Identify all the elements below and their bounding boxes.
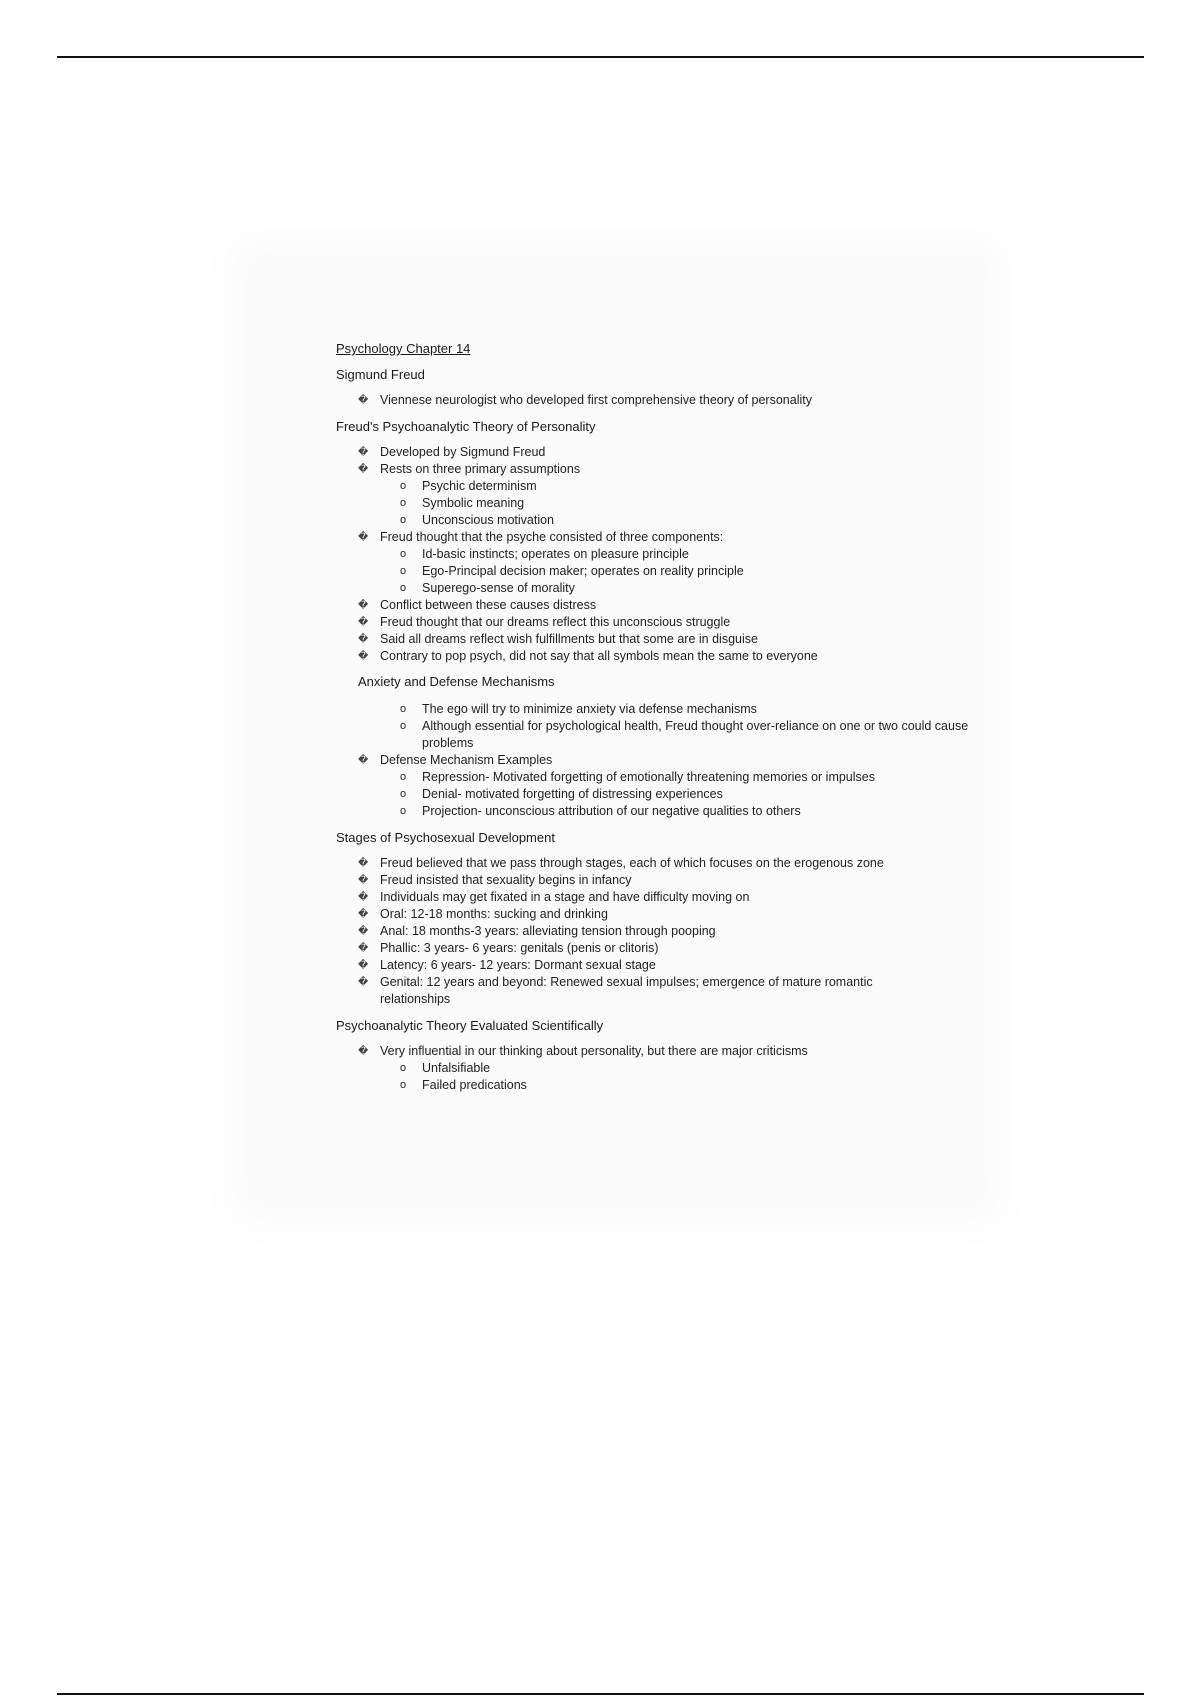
bullet-icon: � (358, 892, 369, 903)
bullet-icon: � (358, 395, 369, 406)
list-item: � Very influential in our thinking about personality, but there are major criticisms (358, 1044, 808, 1058)
list-item: � Freud thought that the psyche consisted of three components: (358, 530, 724, 544)
bullet-icon: � (358, 755, 369, 766)
list-item: � Freud thought that our dreams reflect this unconscious struggle (358, 615, 731, 629)
circle-bullet-icon: o (400, 805, 407, 817)
list-item: � Contrary to pop psych, did not say that all symbols mean the same to everyone (358, 649, 818, 663)
list-item: � Said all dreams reflect wish fulfillments but that some are in disguise (358, 632, 758, 646)
bullet-icon: � (358, 926, 369, 937)
bottom-divider (57, 1693, 1144, 1695)
bullet-icon: � (358, 943, 369, 954)
bullet-icon: � (358, 960, 369, 971)
bullet-icon: � (358, 1046, 369, 1057)
list-item: � Phallic: 3 years- 6 years: genitals (penis or clitoris) (358, 941, 659, 955)
circle-bullet-icon: o (400, 771, 407, 783)
circle-bullet-icon: o (400, 582, 407, 594)
sub-list-item: o The ego will try to minimize anxiety via defense mechanisms (400, 702, 757, 716)
section-heading-anxiety: Anxiety and Defense Mechanisms (358, 674, 555, 689)
circle-bullet-icon: o (400, 703, 407, 715)
list-item: � Defense Mechanism Examples (358, 753, 553, 767)
list-item: � Genital: 12 years and beyond: Renewed sexual impulses; emergence of mature romantic relationships (358, 975, 873, 1006)
list-item: � Freud insisted that sexuality begins in infancy (358, 873, 632, 887)
bullet-icon: � (358, 634, 369, 645)
document-content (336, 340, 976, 1094)
sub-list-item: o Psychic determinism (400, 479, 537, 493)
list-item: � Anal: 18 months-3 years: alleviating tension through pooping (358, 924, 716, 938)
circle-bullet-icon: o (400, 788, 407, 800)
list-item: � Individuals may get fixated in a stage and have difficulty moving on (358, 890, 750, 904)
bullet-icon: � (358, 858, 369, 869)
sub-list-item: o Projection- unconscious attribution of our negative qualities to others (400, 804, 801, 818)
sub-list-item: o Ego-Principal decision maker; operates on reality principle (400, 564, 744, 578)
bullet-icon: � (358, 909, 369, 920)
circle-bullet-icon: o (400, 548, 407, 560)
circle-bullet-icon: o (400, 720, 407, 732)
circle-bullet-icon: o (400, 514, 407, 526)
bullet-icon: � (358, 617, 369, 628)
sub-list-item: o Denial- motivated forgetting of distressing experiences (400, 787, 723, 801)
bullet-icon: � (358, 532, 369, 543)
section-heading-theory: Freud's Psychoanalytic Theory of Personality (336, 419, 596, 434)
bullet-icon: � (358, 447, 369, 458)
circle-bullet-icon: o (400, 565, 407, 577)
circle-bullet-icon: o (400, 1062, 407, 1074)
bullet-icon: � (358, 600, 369, 611)
sub-list-item: o Superego-sense of morality (400, 581, 575, 595)
sub-list-item: o Failed predications (400, 1078, 527, 1092)
bullet-icon: � (358, 464, 369, 475)
list-item: � Latency: 6 years- 12 years: Dormant sexual stage (358, 958, 656, 972)
section-heading-evaluated: Psychoanalytic Theory Evaluated Scientifically (336, 1018, 604, 1033)
sub-list-item: o Symbolic meaning (400, 496, 525, 510)
sub-list-item: o Unfalsifiable (400, 1061, 491, 1075)
circle-bullet-icon: o (400, 497, 407, 509)
bullet-icon: � (358, 875, 369, 886)
section-heading-freud: Sigmund Freud (336, 367, 425, 382)
sub-list-item: o Repression- Motivated forgetting of emotionally threatening memories or impulses (400, 770, 875, 784)
sub-list-item: o Id-basic instincts; operates on pleasure principle (400, 547, 689, 561)
list-item: � Freud believed that we pass through stages, each of which focuses on the erogenous zone (358, 856, 884, 870)
bullet-icon: � (358, 651, 369, 662)
sub-list-item: o Although essential for psychological health, Freud thought over-reliance on one or two could cause problems (400, 719, 969, 750)
list-item: � Developed by Sigmund Freud (358, 445, 546, 459)
sub-list-item: o Unconscious motivation (400, 513, 555, 527)
list-item: � Rests on three primary assumptions (358, 462, 581, 476)
circle-bullet-icon: o (400, 1079, 407, 1091)
document-title: Psychology Chapter 14 (336, 341, 471, 356)
list-item: � Viennese neurologist who developed first comprehensive theory of personality (358, 393, 812, 407)
list-item: � Conflict between these causes distress (358, 598, 597, 612)
list-item: � Oral: 12-18 months: sucking and drinking (358, 907, 608, 921)
bullet-icon: � (358, 977, 369, 988)
section-heading-stages: Stages of Psychosexual Development (336, 830, 555, 845)
circle-bullet-icon: o (400, 480, 407, 492)
top-divider (57, 56, 1144, 58)
